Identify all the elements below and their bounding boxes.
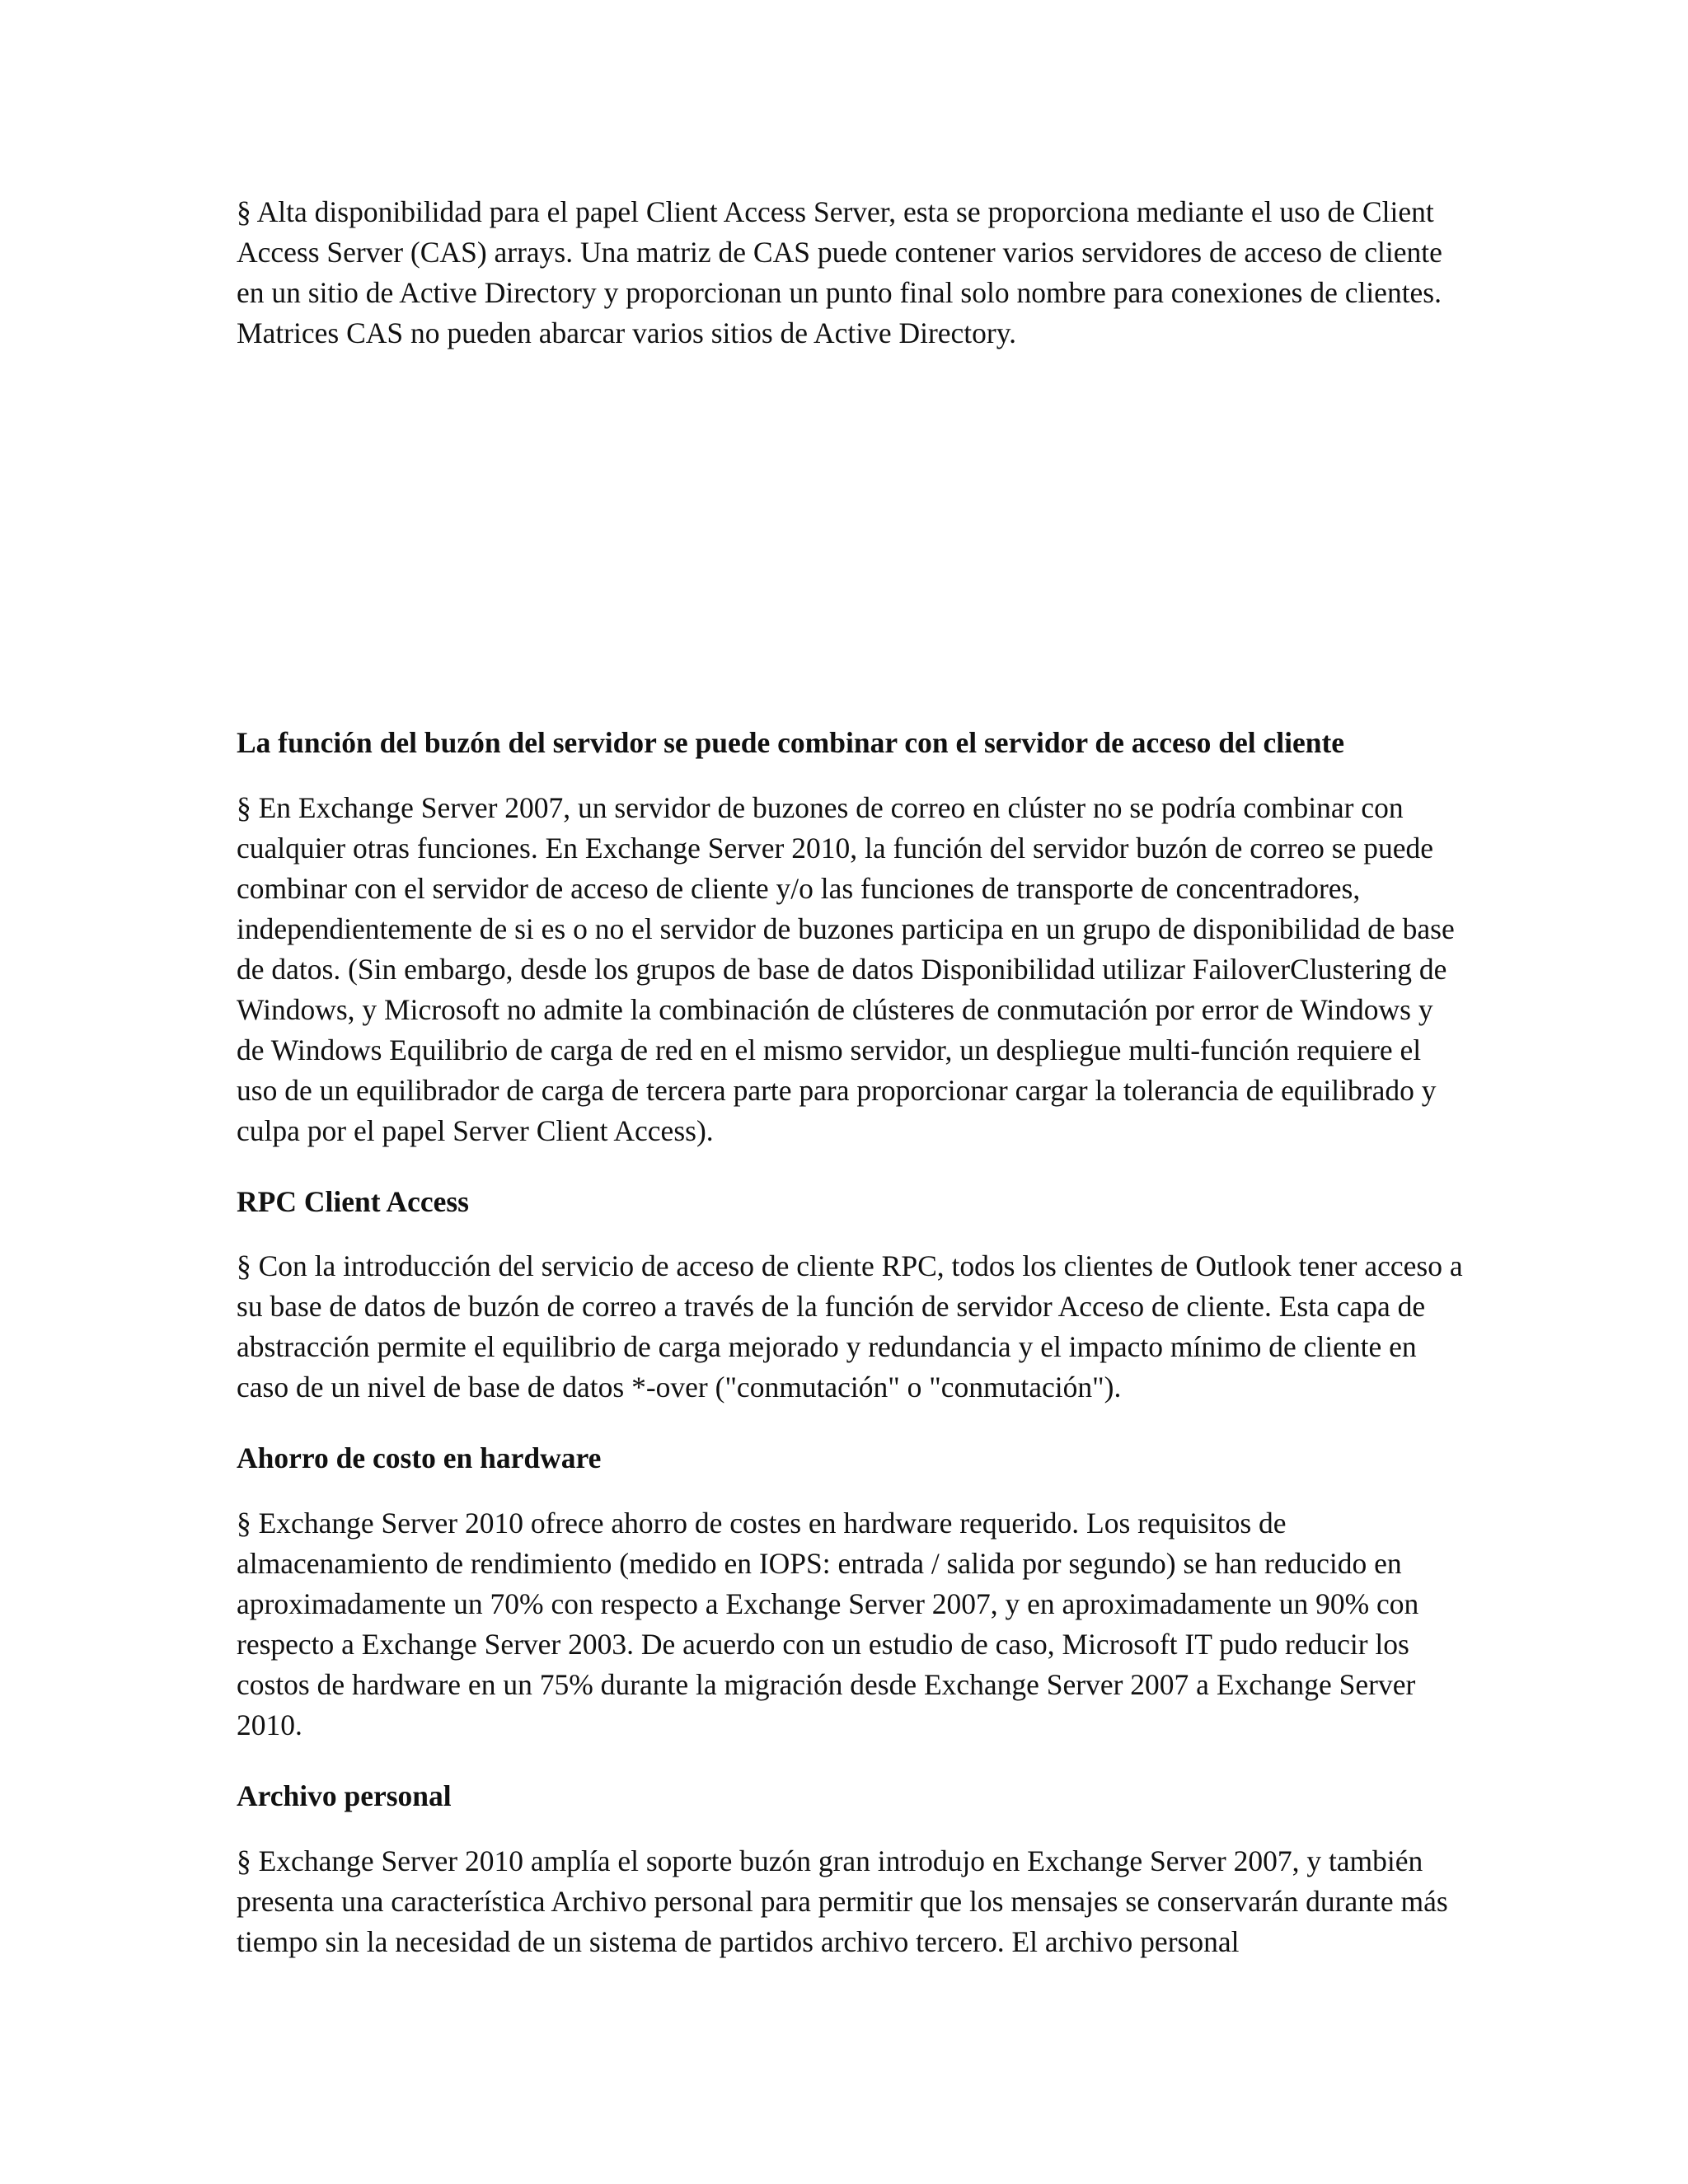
- intro-paragraph: § Alta disponibilidad para el papel Client Access Server, esta se proporciona mediante el uso de Client Access Server (CAS) arrays. Una matriz de CAS puede contener varios servidores de acceso de cliente en un sitio de Active Directory y proporcionan un punto final solo nombre para conexiones de clientes. Matrices CAS no pueden abarcar varios sitios de Active Directory.: [237, 195, 1442, 349]
- section-paragraph-ahorro: § Exchange Server 2010 ofrece ahorro de costes en hardware requerido. Los requisitos de almacenamiento de rendimiento (medido en IOPS: entrada / salida por segundo) se han reducido en aproximadamente un 70% con respecto a Exchange Server 2007, y en aproximadamente un 90% con respecto a Exchange Server 2003. De acuerdo con un estudio de caso, Microsoft IT pudo reducir los costos de hardware en un 75% durante la migración desde Exchange Server 2007 a Exchange Server 2010.: [237, 1507, 1419, 1741]
- section-heading-rpc: RPC Client Access: [237, 1185, 469, 1218]
- section-paragraph-rpc: § Con la introducción del servicio de acceso de cliente RPC, todos los clientes de Outlook tener acceso a su base de datos de buzón de correo a través de la función de servidor Acceso de cliente. Esta capa de abstracción permite el equilibrio de carga mejorado y redundancia y el impacto mínimo de cliente en caso de un nivel de base de datos *-over ("conmutación" o "conmutación").: [237, 1249, 1463, 1404]
- section-heading-ahorro: Ahorro de costo en hardware: [237, 1441, 602, 1474]
- section-paragraph-buzon: § En Exchange Server 2007, un servidor de buzones de correo en clúster no se podría combinar con cualquier otras funciones. En Exchange Server 2010, la función del servidor buzón de correo se puede combinar con el servidor de acceso de cliente y/o las funciones de transporte de concentradores, independientemente de si es o no el servidor de buzones participa en un grupo de disponibilidad de base de datos. (Sin embargo, desde los grupos de base de datos Disponibilidad utilizar FailoverClustering de Windows, y Microsoft no admite la combinación de clústeres de conmutación por error de Windows y de Windows Equilibrio de carga de red en el mismo servidor, un despliegue multi-función requiere el uso de un equilibrador de carga de tercera parte para proporcionar cargar la tolerancia de equilibrado y culpa por el papel Server Client Access).: [237, 791, 1455, 1147]
- section-heading-buzon: La función del buzón del servidor se puede combinar con el servidor de acceso del cliente: [237, 726, 1345, 759]
- section-heading-archivo: Archivo personal: [237, 1779, 452, 1812]
- section-paragraph-archivo: § Exchange Server 2010 amplía el soporte buzón gran introdujo en Exchange Server 2007, y también presenta una característica Archivo personal para permitir que los mensajes se conservarán durante más tiempo sin la necesidad de un sistema de partidos archivo tercero. El archivo personal: [237, 1844, 1448, 1958]
